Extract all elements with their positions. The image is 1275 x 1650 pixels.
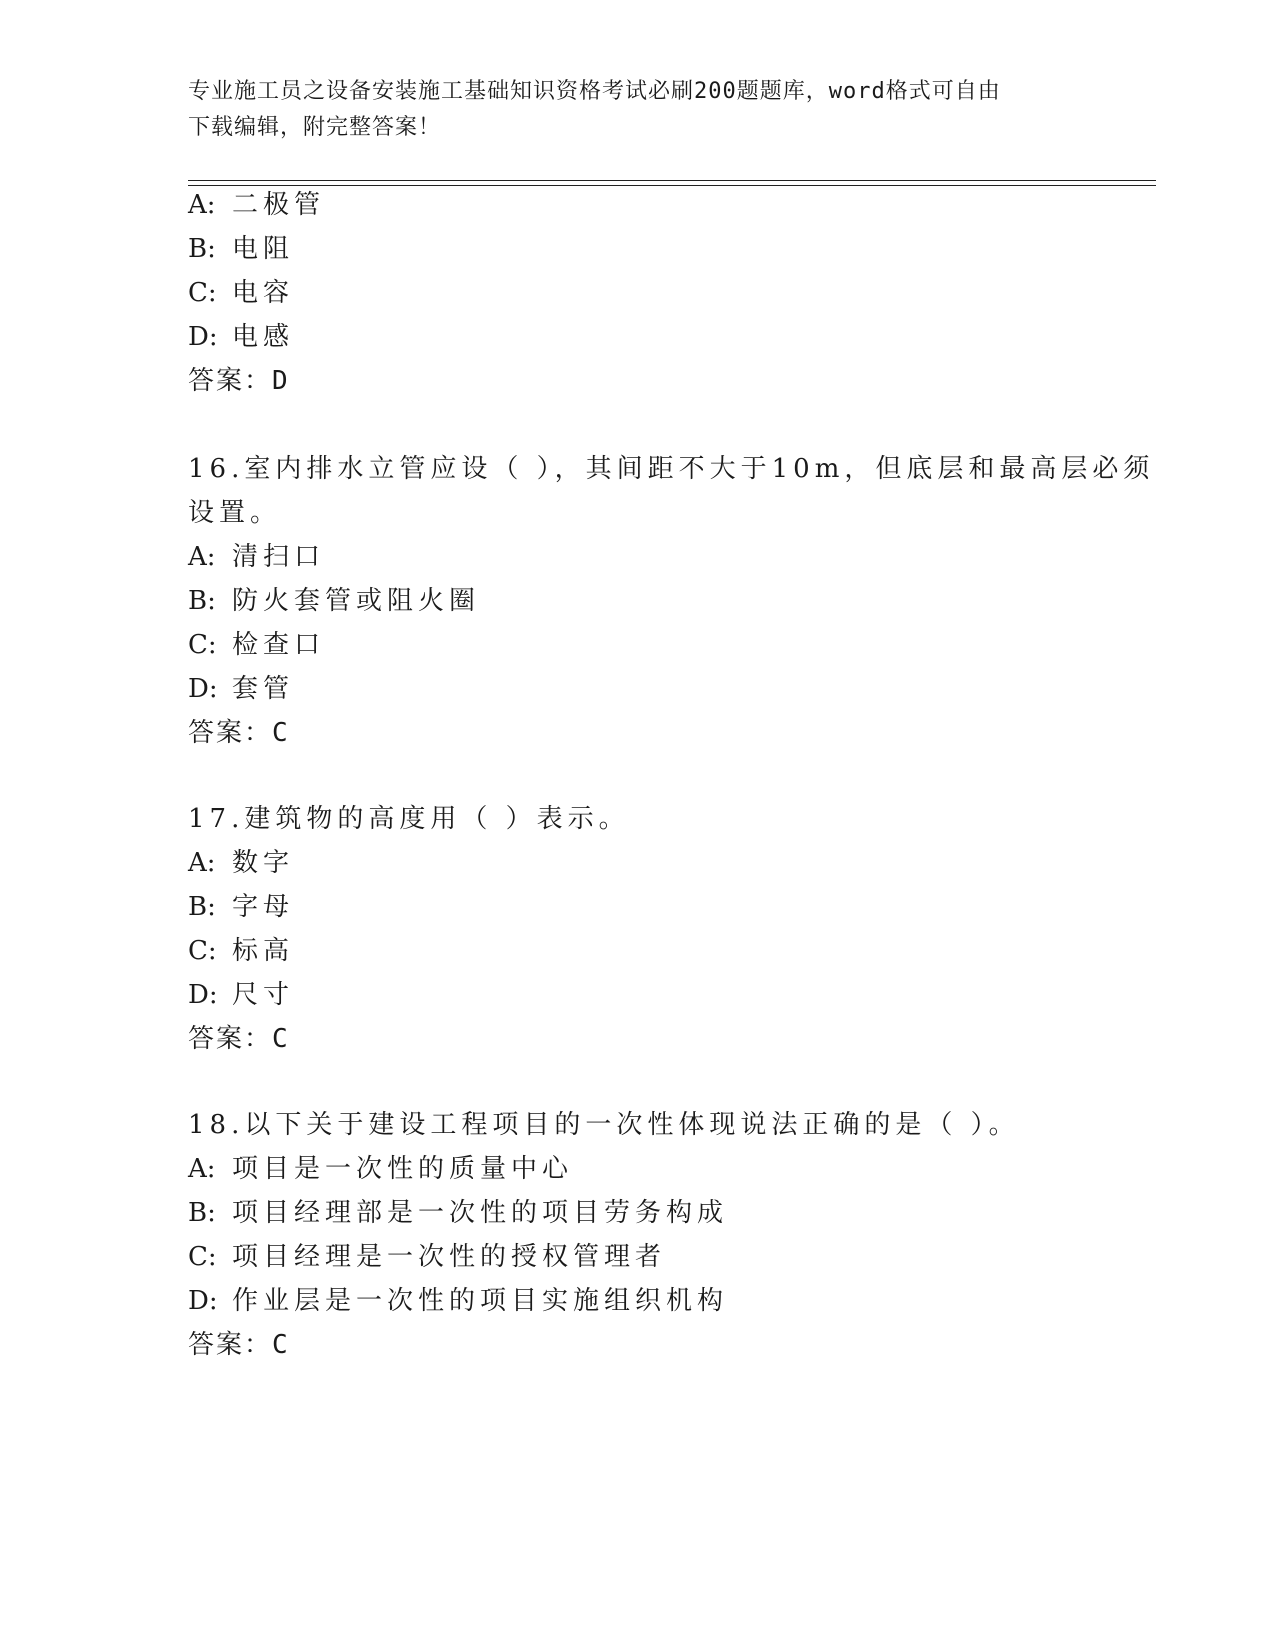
option-d [188, 672, 294, 706]
option-b [188, 890, 294, 924]
option-key: B: [188, 892, 216, 922]
option-key: C: [188, 1242, 217, 1272]
option-key: B: [188, 586, 216, 616]
question-stem: 17.建筑物的高度用（ ）表示。 [188, 804, 630, 834]
option-text: 尺寸 [232, 980, 295, 1010]
option-text: 清扫口 [232, 542, 326, 572]
answer-value: C [272, 718, 290, 748]
option-c [188, 628, 325, 662]
option-d [188, 320, 294, 354]
answer-label: 答案： [188, 1330, 273, 1360]
option-text: 项目经理是一次性的授权管理者 [232, 1242, 667, 1272]
question-stem: 18.以下关于建设工程项目的一次性体现说法正确的是（ ）。 [188, 1110, 1020, 1140]
option-b [188, 232, 294, 266]
option-a [188, 188, 325, 222]
option-key: A: [188, 542, 216, 572]
option-key: D: [188, 980, 218, 1010]
answer-label: 答案： [188, 1024, 273, 1054]
option-d [188, 1284, 728, 1318]
question-stem: 16.室内排水立管应设（ ），其间距不大于10m，但底层和最高层必须 [188, 454, 1155, 484]
option-c [188, 276, 294, 310]
option-text: 防火套管或阻火圈 [232, 586, 481, 616]
option-text: 二极管 [232, 190, 326, 220]
option-b [188, 1196, 728, 1230]
answer-label: 答案： [188, 366, 273, 396]
answer-value: D [272, 366, 290, 396]
option-a [188, 846, 294, 880]
option-key: C: [188, 936, 217, 966]
option-d [188, 978, 294, 1012]
answer-line [188, 364, 290, 398]
answer-label: 答案： [188, 718, 273, 748]
answer-value: C [272, 1024, 290, 1054]
option-text: 电感 [232, 322, 295, 352]
option-text: 作业层是一次性的项目实施组织机构 [232, 1286, 729, 1316]
option-key: D: [188, 674, 218, 704]
option-key: A: [188, 1154, 216, 1184]
option-text: 套管 [232, 674, 295, 704]
header-divider-bottom [188, 185, 1156, 186]
option-key: B: [188, 234, 216, 264]
answer-line [188, 1022, 290, 1056]
option-key: D: [188, 1286, 218, 1316]
option-text: 数字 [232, 848, 295, 878]
option-c [188, 934, 294, 968]
header-divider-top [188, 180, 1156, 181]
option-text: 电容 [232, 278, 295, 308]
option-b [188, 584, 480, 618]
option-text: 字母 [232, 892, 295, 922]
option-key: A: [188, 848, 216, 878]
document-header [188, 74, 1088, 146]
option-key: B: [188, 1198, 216, 1228]
option-key: C: [188, 278, 217, 308]
option-c [188, 1240, 666, 1274]
option-key: D: [188, 322, 218, 352]
option-key: A: [188, 190, 216, 220]
header-line-1: 专业施工员之设备安装施工基础知识资格考试必刷200题题库，word格式可自由 [188, 79, 1001, 104]
option-text: 项目经理部是一次性的项目劳务构成 [232, 1198, 729, 1228]
option-key: C: [188, 630, 217, 660]
option-text: 检查口 [232, 630, 326, 660]
answer-line [188, 1328, 290, 1362]
header-line-2: 下载编辑，附完整答案！ [188, 115, 442, 140]
option-a [188, 540, 325, 574]
option-a [188, 1152, 573, 1186]
answer-line [188, 716, 290, 750]
question-stem-continued: 设置。 [188, 498, 282, 528]
option-text: 电阻 [232, 234, 295, 264]
option-text: 项目是一次性的质量中心 [232, 1154, 574, 1184]
answer-value: C [272, 1330, 290, 1360]
option-text: 标高 [232, 936, 295, 966]
